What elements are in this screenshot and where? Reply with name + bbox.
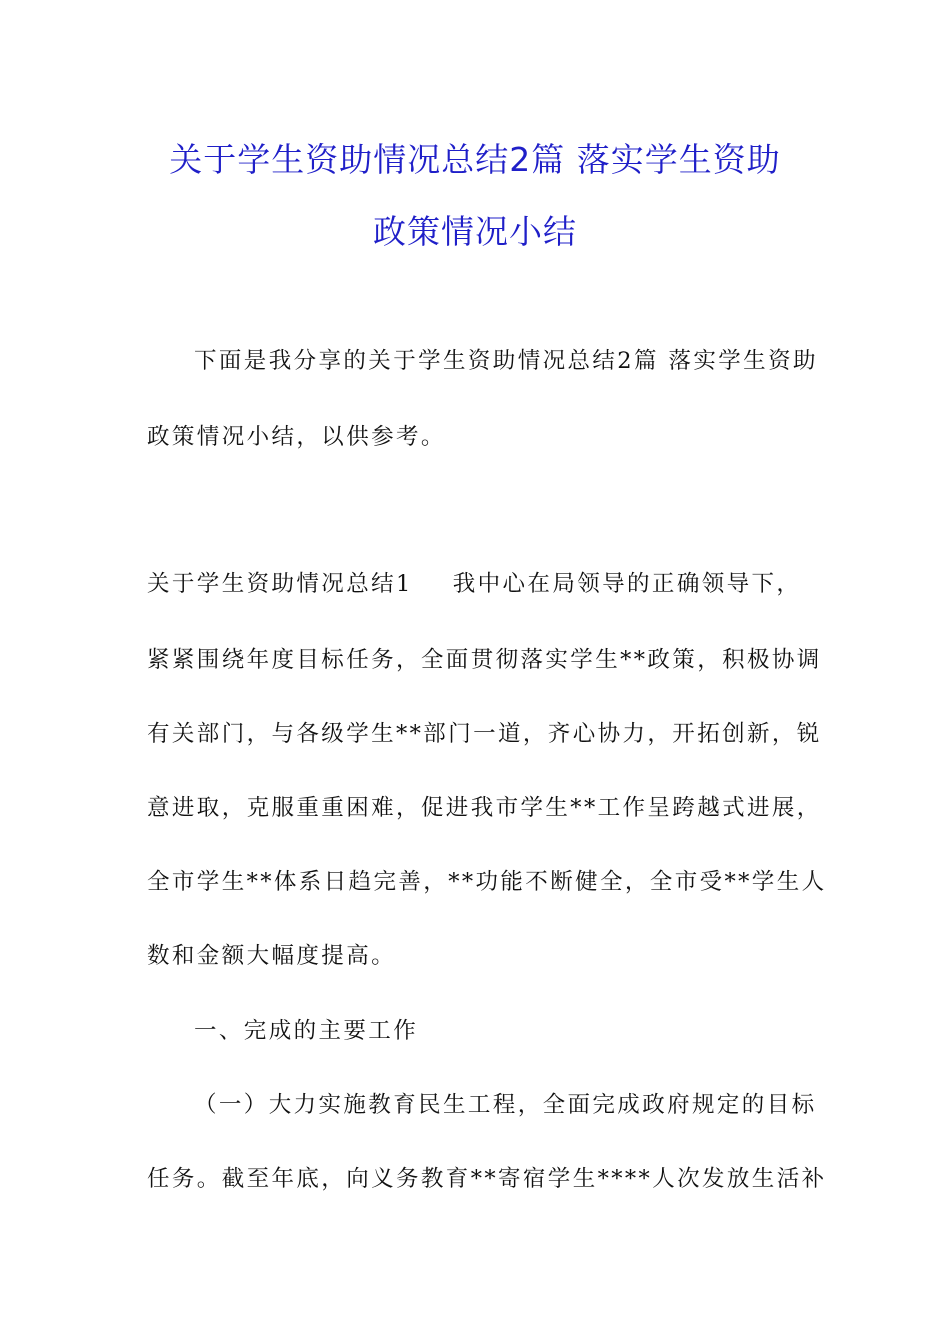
paragraph-2-line-1: （一）大力实施教育民生工程，全面完成政府规定的目标 [194, 1092, 817, 1118]
paragraph-2-line-2: 任务。截至年底，向义务教育**寄宿学生****人次发放生活补 [147, 1166, 827, 1192]
document-title-line-1: 关于学生资助情况总结2篇 落实学生资助 [169, 140, 781, 179]
section-heading: 关于学生资助情况总结1 [147, 571, 413, 597]
paragraph-1-line-2: 紧紧围绕年度目标任务，全面贯彻落实学生**政策，积极协调 [147, 647, 822, 673]
section-heading-row [147, 569, 807, 599]
intro-line-1: 下面是我分享的关于学生资助情况总结2篇 落实学生资助 [194, 348, 818, 374]
subheading-main-work: 一、完成的主要工作 [194, 1018, 419, 1044]
document-title-line-2: 政策情况小结 [373, 212, 577, 251]
paragraph-1-line-3: 有关部门，与各级学生**部门一道，齐心协力，开拓创新，锐 [147, 721, 822, 747]
paragraph-1-line-4: 意进取，克服重重困难，促进我市学生**工作呈跨越式进展， [147, 795, 822, 821]
paragraph-1-line-6: 数和金额大幅度提高。 [147, 943, 397, 969]
paragraph-1-line-5: 全市学生**体系日趋完善，**功能不断健全，全市受**学生人 [147, 869, 827, 895]
intro-line-2: 政策情况小结，以供参考。 [147, 424, 446, 450]
paragraph-1-line-1: 我中心在局领导的正确领导下， [452, 571, 802, 597]
